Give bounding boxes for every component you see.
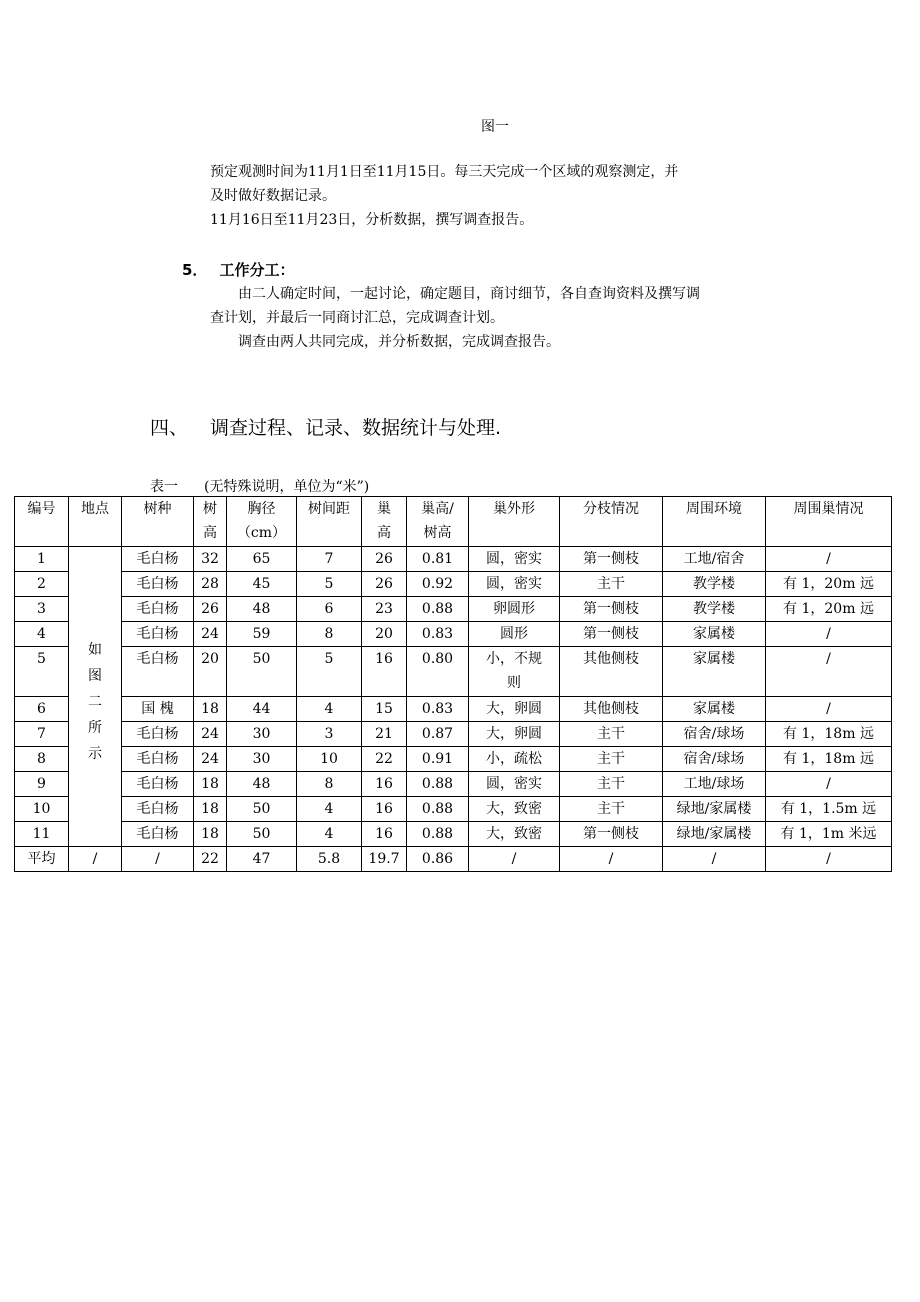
cell-environment: 工地/球场 xyxy=(663,772,766,797)
section-4-number: 四、 xyxy=(150,417,189,439)
cell-dbh: 45 xyxy=(227,572,297,597)
table-row xyxy=(15,697,892,722)
cell-dbh: 47 xyxy=(227,847,297,872)
cell-branch: 主干 xyxy=(560,722,663,747)
cell-location: / xyxy=(69,847,122,872)
cell-dbh: 59 xyxy=(227,622,297,647)
cell-height: 24 xyxy=(194,722,227,747)
cell-branch: 主干 xyxy=(560,772,663,797)
cell-spacing: 4 xyxy=(297,697,362,722)
section-5-title: 工作分工： xyxy=(219,261,295,279)
cell-height: 24 xyxy=(194,622,227,647)
cell-shape: 大，致密 xyxy=(469,797,560,822)
location-char: 如 xyxy=(88,642,102,658)
cell-shape: 大，卵圆 xyxy=(469,722,560,747)
cell-dbh: 65 xyxy=(227,547,297,572)
cell-branch: 其他侧枝 xyxy=(560,647,663,697)
table-row xyxy=(15,747,892,772)
schedule-line-2: 及时做好数据记录。 xyxy=(210,188,336,204)
schedule-line-3: 11月16日至11月23日，分析数据，撰写调查报告。 xyxy=(210,212,534,228)
cell-id: 10 xyxy=(15,797,69,822)
header-tree-height-line-2: 高 xyxy=(203,525,217,541)
table-row xyxy=(15,822,892,847)
cell-height: 24 xyxy=(194,747,227,772)
header-dbh-line-1: 胸径 xyxy=(247,501,276,517)
cell-dbh: 30 xyxy=(227,722,297,747)
table-row xyxy=(15,772,892,797)
cell-branch: 第一侧枝 xyxy=(560,547,663,572)
cell-dbh: 48 xyxy=(227,597,297,622)
header-spacing: 树间距 xyxy=(297,497,362,547)
cell-environment: 宿舍/球场 xyxy=(663,747,766,772)
cell-shape: 小，疏松 xyxy=(469,747,560,772)
cell-environment: 绿地/家属楼 xyxy=(663,822,766,847)
survey-table xyxy=(14,496,892,872)
cell-species: 毛白杨 xyxy=(122,647,194,697)
cell-dbh: 48 xyxy=(227,772,297,797)
cell-nest-height: 16 xyxy=(362,647,407,697)
cell-ratio: 0.81 xyxy=(407,547,469,572)
cell-nearby: / xyxy=(766,622,892,647)
header-ratio-line-1: 巢高/ xyxy=(421,501,454,517)
cell-species: 毛白杨 xyxy=(122,772,194,797)
cell-nest-height: 15 xyxy=(362,697,407,722)
cell-height: 18 xyxy=(194,822,227,847)
cell-ratio: 0.80 xyxy=(407,647,469,697)
cell-ratio: 0.92 xyxy=(407,572,469,597)
cell-ratio: 0.88 xyxy=(407,822,469,847)
header-branch: 分枝情况 xyxy=(560,497,663,547)
cell-branch: 主干 xyxy=(560,797,663,822)
cell-environment: / xyxy=(663,847,766,872)
header-dbh-line-2: （cm） xyxy=(236,525,287,541)
cell-species: 毛白杨 xyxy=(122,722,194,747)
table-header-row xyxy=(15,497,892,547)
cell-nearby: / xyxy=(766,772,892,797)
location-char: 图 xyxy=(88,668,102,684)
cell-nest-height: 23 xyxy=(362,597,407,622)
cell-id: 4 xyxy=(15,622,69,647)
cell-id: 5 xyxy=(15,647,69,697)
cell-nest-height: 22 xyxy=(362,747,407,772)
cell-environment: 教学楼 xyxy=(663,572,766,597)
cell-nearby: 有 1，1.5m 远 xyxy=(766,797,892,822)
cell-location-merged xyxy=(69,547,122,847)
cell-dbh: 30 xyxy=(227,747,297,772)
cell-spacing: 4 xyxy=(297,797,362,822)
cell-shape xyxy=(469,647,560,697)
cell-ratio: 0.83 xyxy=(407,697,469,722)
header-dbh xyxy=(227,497,297,547)
cell-shape: 圆，密实 xyxy=(469,547,560,572)
cell-id: 7 xyxy=(15,722,69,747)
cell-branch: 主干 xyxy=(560,572,663,597)
header-nest-height xyxy=(362,497,407,547)
header-tree-height xyxy=(194,497,227,547)
cell-ratio: 0.88 xyxy=(407,797,469,822)
header-nest-height-line-2: 高 xyxy=(377,525,391,541)
table-caption-label: 表一 xyxy=(150,479,178,495)
cell-environment: 绿地/家属楼 xyxy=(663,797,766,822)
cell-spacing: 4 xyxy=(297,822,362,847)
header-location: 地点 xyxy=(69,497,122,547)
cell-shape: 卵圆形 xyxy=(469,597,560,622)
table-caption-note: (无特殊说明，单位为“米”) xyxy=(204,479,370,495)
cell-ratio: 0.83 xyxy=(407,622,469,647)
cell-species: 毛白杨 xyxy=(122,572,194,597)
table-row xyxy=(15,597,892,622)
cell-nearby: 有 1，20m 远 xyxy=(766,597,892,622)
cell-dbh: 50 xyxy=(227,797,297,822)
cell-id: 9 xyxy=(15,772,69,797)
cell-species: 毛白杨 xyxy=(122,747,194,772)
cell-id: 2 xyxy=(15,572,69,597)
section-5-line-1: 由二人确定时间，一起讨论，确定题目，商讨细节，各自查询资料及撰写调 xyxy=(238,286,700,302)
location-char: 示 xyxy=(88,746,102,762)
cell-dbh: 50 xyxy=(227,822,297,847)
table-average-row xyxy=(15,847,892,872)
cell-id: 8 xyxy=(15,747,69,772)
header-tree-height-line-1: 树 xyxy=(203,501,217,517)
section-5-line-2: 查计划，并最后一同商讨汇总，完成调查计划。 xyxy=(210,310,504,326)
table-caption xyxy=(150,476,369,496)
cell-spacing: 7 xyxy=(297,547,362,572)
cell-nearby: / xyxy=(766,547,892,572)
cell-environment: 教学楼 xyxy=(663,597,766,622)
cell-shape: 圆形 xyxy=(469,622,560,647)
location-vertical-text xyxy=(69,547,121,767)
cell-branch: 第一侧枝 xyxy=(560,597,663,622)
cell-shape: 圆，密实 xyxy=(469,572,560,597)
table-row xyxy=(15,647,892,697)
cell-environment: 家属楼 xyxy=(663,697,766,722)
header-ratio-line-2: 树高 xyxy=(423,525,452,541)
cell-species: 毛白杨 xyxy=(122,622,194,647)
cell-ratio: 0.88 xyxy=(407,772,469,797)
cell-id: 平均 xyxy=(15,847,69,872)
section-5-heading xyxy=(182,259,294,280)
cell-environment: 工地/宿舍 xyxy=(663,547,766,572)
table-row xyxy=(15,622,892,647)
location-char: 二 xyxy=(88,694,102,710)
cell-branch: 其他侧枝 xyxy=(560,697,663,722)
section-4-title: 调查过程、记录、数据统计与处理. xyxy=(210,417,502,439)
header-shape: 巢外形 xyxy=(469,497,560,547)
cell-height: 28 xyxy=(194,572,227,597)
cell-nearby: / xyxy=(766,847,892,872)
header-nearby-nests: 周围巢情况 xyxy=(766,497,892,547)
section-4-heading xyxy=(150,413,501,440)
cell-nest-height: 20 xyxy=(362,622,407,647)
cell-spacing: 5 xyxy=(297,647,362,697)
cell-shape-line-2: 则 xyxy=(507,675,521,691)
header-id: 编号 xyxy=(15,497,69,547)
cell-species: 毛白杨 xyxy=(122,597,194,622)
cell-height: 18 xyxy=(194,797,227,822)
cell-id: 11 xyxy=(15,822,69,847)
cell-species: / xyxy=(122,847,194,872)
figure-caption: 图一 xyxy=(481,119,509,135)
cell-height: 20 xyxy=(194,647,227,697)
cell-spacing: 8 xyxy=(297,622,362,647)
cell-height: 22 xyxy=(194,847,227,872)
cell-spacing: 6 xyxy=(297,597,362,622)
cell-environment: 宿舍/球场 xyxy=(663,722,766,747)
cell-species: 国 槐 xyxy=(122,697,194,722)
cell-nest-height: 16 xyxy=(362,797,407,822)
cell-spacing: 3 xyxy=(297,722,362,747)
cell-nest-height: 26 xyxy=(362,572,407,597)
cell-environment: 家属楼 xyxy=(663,647,766,697)
section-5-line-3: 调查由两人共同完成，并分析数据，完成调查报告。 xyxy=(238,334,560,350)
section-5-number: 5． xyxy=(182,261,208,279)
cell-nearby: 有 1，1m 米远 xyxy=(766,822,892,847)
cell-nearby: 有 1，18m 远 xyxy=(766,722,892,747)
cell-shape: 大，致密 xyxy=(469,822,560,847)
cell-nest-height: 16 xyxy=(362,822,407,847)
cell-height: 26 xyxy=(194,597,227,622)
cell-nest-height: 16 xyxy=(362,772,407,797)
table-row xyxy=(15,797,892,822)
cell-shape: 大，卵圆 xyxy=(469,697,560,722)
table-row xyxy=(15,547,892,572)
cell-nest-height: 19.7 xyxy=(362,847,407,872)
cell-species: 毛白杨 xyxy=(122,822,194,847)
cell-nest-height: 26 xyxy=(362,547,407,572)
cell-shape-line-1: 小，不规 xyxy=(486,651,542,667)
cell-nearby: / xyxy=(766,697,892,722)
cell-ratio: 0.88 xyxy=(407,597,469,622)
cell-environment: 家属楼 xyxy=(663,622,766,647)
cell-branch: / xyxy=(560,847,663,872)
cell-branch: 主干 xyxy=(560,747,663,772)
header-nest-height-line-1: 巢 xyxy=(377,501,391,517)
cell-spacing: 10 xyxy=(297,747,362,772)
cell-spacing: 5.8 xyxy=(297,847,362,872)
cell-ratio: 0.87 xyxy=(407,722,469,747)
cell-shape: / xyxy=(469,847,560,872)
cell-height: 18 xyxy=(194,772,227,797)
cell-id: 1 xyxy=(15,547,69,572)
table-row xyxy=(15,722,892,747)
cell-species: 毛白杨 xyxy=(122,797,194,822)
cell-nearby: 有 1，20m 远 xyxy=(766,572,892,597)
cell-branch: 第一侧枝 xyxy=(560,822,663,847)
cell-shape: 圆，密实 xyxy=(469,772,560,797)
cell-nest-height: 21 xyxy=(362,722,407,747)
cell-id: 3 xyxy=(15,597,69,622)
cell-height: 18 xyxy=(194,697,227,722)
location-char: 所 xyxy=(88,720,102,736)
cell-spacing: 8 xyxy=(297,772,362,797)
table-row xyxy=(15,572,892,597)
cell-branch: 第一侧枝 xyxy=(560,622,663,647)
cell-spacing: 5 xyxy=(297,572,362,597)
cell-nearby: / xyxy=(766,647,892,697)
header-ratio xyxy=(407,497,469,547)
cell-ratio: 0.91 xyxy=(407,747,469,772)
cell-id: 6 xyxy=(15,697,69,722)
cell-height: 32 xyxy=(194,547,227,572)
header-species: 树种 xyxy=(122,497,194,547)
schedule-line-1: 预定观测时间为11月1日至11月15日。每三天完成一个区域的观察测定，并 xyxy=(210,164,679,180)
cell-nearby: 有 1，18m 远 xyxy=(766,747,892,772)
cell-dbh: 50 xyxy=(227,647,297,697)
cell-ratio: 0.86 xyxy=(407,847,469,872)
header-environment: 周围环境 xyxy=(663,497,766,547)
cell-dbh: 44 xyxy=(227,697,297,722)
cell-species: 毛白杨 xyxy=(122,547,194,572)
